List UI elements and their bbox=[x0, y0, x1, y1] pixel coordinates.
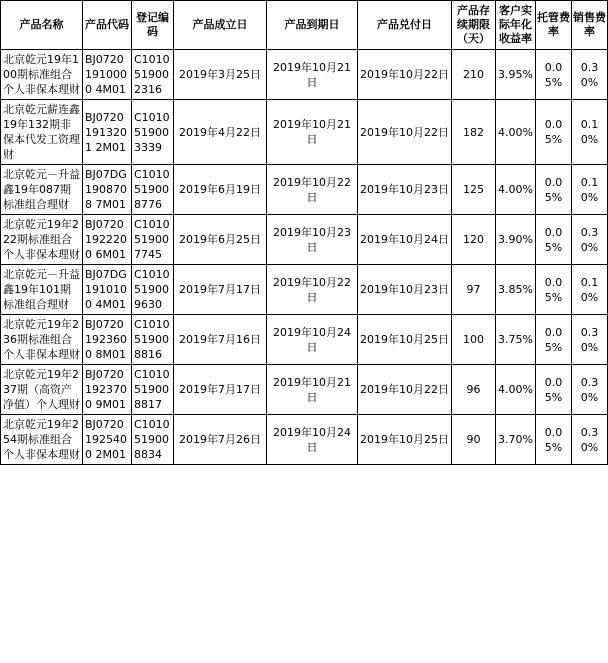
cell-custody-fee: 0.05% bbox=[536, 415, 572, 465]
cell-registration-code: C1010519009630 bbox=[132, 265, 174, 315]
cell-due-date: 2019年10月24日 bbox=[267, 315, 358, 365]
table-row bbox=[1, 165, 608, 215]
cell-established-date: 2019年4月22日 bbox=[174, 100, 267, 165]
cell-established-date: 2019年7月17日 bbox=[174, 265, 267, 315]
cell-established-date: 2019年6月25日 bbox=[174, 215, 267, 265]
cell-payment-date: 2019年10月22日 bbox=[358, 50, 452, 100]
cell-established-date: 2019年7月16日 bbox=[174, 315, 267, 365]
cell-product-name: 北京乾元－升益鑫19年101期标准组合理财 bbox=[1, 265, 83, 315]
cell-sales-fee: 0.10% bbox=[572, 100, 608, 165]
table-body bbox=[1, 50, 608, 465]
cell-due-date: 2019年10月21日 bbox=[267, 100, 358, 165]
cell-annualized-yield: 3.70% bbox=[496, 415, 536, 465]
cell-term-days: 96 bbox=[452, 365, 496, 415]
cell-due-date: 2019年10月21日 bbox=[267, 365, 358, 415]
cell-established-date: 2019年6月19日 bbox=[174, 165, 267, 215]
column-header-payment-date: 产品兑付日 bbox=[358, 1, 452, 50]
column-header-registration-code: 登记编码 bbox=[132, 1, 174, 50]
cell-established-date: 2019年3月25日 bbox=[174, 50, 267, 100]
table-row bbox=[1, 50, 608, 100]
cell-registration-code: C1010519002316 bbox=[132, 50, 174, 100]
cell-custody-fee: 0.05% bbox=[536, 50, 572, 100]
cell-product-name: 北京乾元薪连鑫19年132期非保本代发工资理财 bbox=[1, 100, 83, 165]
cell-due-date: 2019年10月21日 bbox=[267, 50, 358, 100]
cell-custody-fee: 0.05% bbox=[536, 265, 572, 315]
column-header-due-date: 产品到期日 bbox=[267, 1, 358, 50]
cell-product-code: BJ07DG1910100 4M01 bbox=[83, 265, 132, 315]
cell-registration-code: C1010519003339 bbox=[132, 100, 174, 165]
cell-custody-fee: 0.05% bbox=[536, 315, 572, 365]
cell-annualized-yield: 3.90% bbox=[496, 215, 536, 265]
cell-payment-date: 2019年10月24日 bbox=[358, 215, 452, 265]
cell-payment-date: 2019年10月22日 bbox=[358, 100, 452, 165]
column-header-established-date: 产品成立日 bbox=[174, 1, 267, 50]
cell-product-code: BJ07201922200 6M01 bbox=[83, 215, 132, 265]
cell-annualized-yield: 3.95% bbox=[496, 50, 536, 100]
cell-term-days: 120 bbox=[452, 215, 496, 265]
cell-due-date: 2019年10月24日 bbox=[267, 415, 358, 465]
cell-product-code: BJ07201923600 8M01 bbox=[83, 315, 132, 365]
column-header-custody-fee: 托管费率 bbox=[536, 1, 572, 50]
cell-due-date: 2019年10月22日 bbox=[267, 265, 358, 315]
table-header bbox=[1, 1, 608, 50]
cell-due-date: 2019年10月22日 bbox=[267, 165, 358, 215]
table-row bbox=[1, 415, 608, 465]
cell-payment-date: 2019年10月22日 bbox=[358, 365, 452, 415]
cell-due-date: 2019年10月23日 bbox=[267, 215, 358, 265]
cell-registration-code: C1010519008817 bbox=[132, 365, 174, 415]
cell-product-name: 北京乾元19年100期标准组合个人非保本理财 bbox=[1, 50, 83, 100]
cell-custody-fee: 0.05% bbox=[536, 365, 572, 415]
cell-sales-fee: 0.30% bbox=[572, 365, 608, 415]
table-row bbox=[1, 215, 608, 265]
cell-term-days: 100 bbox=[452, 315, 496, 365]
cell-registration-code: C1010519008816 bbox=[132, 315, 174, 365]
cell-product-name: 北京乾元19年222期标准组合个人非保本理财 bbox=[1, 215, 83, 265]
cell-term-days: 97 bbox=[452, 265, 496, 315]
cell-registration-code: C1010519008776 bbox=[132, 165, 174, 215]
cell-annualized-yield: 3.75% bbox=[496, 315, 536, 365]
cell-product-code: BJ07DG1908708 7M01 bbox=[83, 165, 132, 215]
table-header-row bbox=[1, 1, 608, 50]
table-row bbox=[1, 265, 608, 315]
cell-custody-fee: 0.05% bbox=[536, 165, 572, 215]
cell-product-code: BJ07201923700 9M01 bbox=[83, 365, 132, 415]
cell-payment-date: 2019年10月25日 bbox=[358, 315, 452, 365]
cell-sales-fee: 0.30% bbox=[572, 50, 608, 100]
cell-payment-date: 2019年10月25日 bbox=[358, 415, 452, 465]
table-row bbox=[1, 315, 608, 365]
column-header-term-days: 产品存续期限（天） bbox=[452, 1, 496, 50]
cell-product-name: 北京乾元19年236期标准组合个人非保本理财 bbox=[1, 315, 83, 365]
cell-established-date: 2019年7月17日 bbox=[174, 365, 267, 415]
column-header-product-code: 产品代码 bbox=[83, 1, 132, 50]
cell-product-name: 北京乾元19年254期标准组合个人非保本理财 bbox=[1, 415, 83, 465]
cell-term-days: 182 bbox=[452, 100, 496, 165]
cell-annualized-yield: 4.00% bbox=[496, 365, 536, 415]
cell-annualized-yield: 3.85% bbox=[496, 265, 536, 315]
cell-sales-fee: 0.10% bbox=[572, 165, 608, 215]
cell-term-days: 210 bbox=[452, 50, 496, 100]
cell-sales-fee: 0.10% bbox=[572, 265, 608, 315]
cell-product-code: BJ07201913201 2M01 bbox=[83, 100, 132, 165]
cell-custody-fee: 0.05% bbox=[536, 100, 572, 165]
cell-product-name: 北京乾元19年237期（高资产净值）个人理财 bbox=[1, 365, 83, 415]
cell-sales-fee: 0.30% bbox=[572, 315, 608, 365]
cell-custody-fee: 0.05% bbox=[536, 215, 572, 265]
column-header-product-name: 产品名称 bbox=[1, 1, 83, 50]
cell-product-code: BJ07201925400 2M01 bbox=[83, 415, 132, 465]
cell-established-date: 2019年7月26日 bbox=[174, 415, 267, 465]
cell-product-name: 北京乾元－升益鑫19年087期标准组合理财 bbox=[1, 165, 83, 215]
cell-payment-date: 2019年10月23日 bbox=[358, 165, 452, 215]
cell-term-days: 90 bbox=[452, 415, 496, 465]
cell-annualized-yield: 4.00% bbox=[496, 100, 536, 165]
cell-registration-code: C1010519007745 bbox=[132, 215, 174, 265]
table-row bbox=[1, 365, 608, 415]
cell-registration-code: C1010519008834 bbox=[132, 415, 174, 465]
cell-payment-date: 2019年10月23日 bbox=[358, 265, 452, 315]
column-header-sales-fee: 销售费率 bbox=[572, 1, 608, 50]
column-header-annualized-yield: 客户实际年化收益率 bbox=[496, 1, 536, 50]
cell-sales-fee: 0.30% bbox=[572, 415, 608, 465]
cell-annualized-yield: 4.00% bbox=[496, 165, 536, 215]
cell-term-days: 125 bbox=[452, 165, 496, 215]
cell-sales-fee: 0.30% bbox=[572, 215, 608, 265]
cell-product-code: BJ07201910000 4M01 bbox=[83, 50, 132, 100]
table-row bbox=[1, 100, 608, 165]
